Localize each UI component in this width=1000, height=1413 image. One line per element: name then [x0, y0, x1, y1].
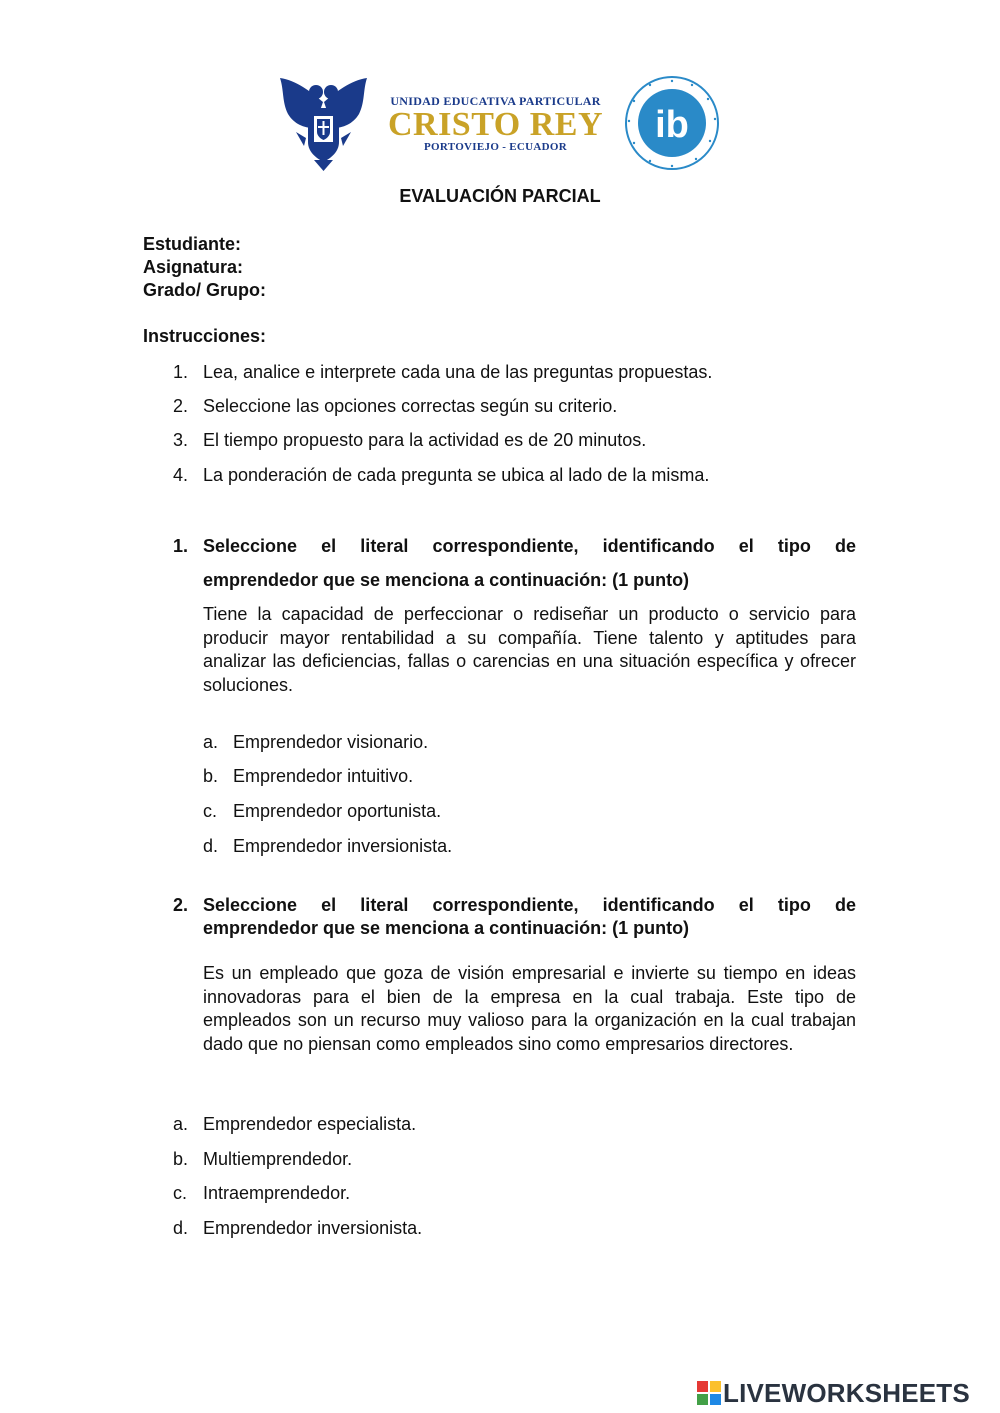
option-letter: b. [173, 1149, 189, 1169]
instruction-text: La ponderación de cada pregunta se ubica al lado de la misma. [203, 465, 710, 485]
question-title-line2: emprendedor que se menciona a continuación: (1 punto) [203, 918, 690, 938]
answer-option[interactable] [203, 732, 428, 753]
eagle-crest-logo [276, 72, 371, 172]
answer-option[interactable] [173, 1114, 416, 1135]
option-letter: d. [203, 836, 219, 856]
question-1-paragraph: Tiene la capacidad de perfeccionar o rediseñar un producto o servicio para producir mayor rentabilidad a su compañía. Tiene talento y aptitudes para analizar las deficiencias, fallas o carencias en una situación específica y ofrecer soluciones. [203, 604, 856, 695]
instruction-item [173, 362, 712, 383]
document-title: EVALUACIÓN PARCIAL [399, 186, 601, 206]
ib-mark: ib [655, 104, 689, 146]
school-name-logo [383, 94, 608, 153]
instruction-text: Lea, analice e interprete cada una de las preguntas propuestas. [203, 362, 713, 382]
option-text: Intraemprendedor. [203, 1183, 351, 1203]
school-line1: UNIDAD EDUCATIVA PARTICULAR [390, 94, 601, 108]
option-text: Emprendedor inversionista. [233, 836, 453, 856]
option-letter: c. [203, 801, 218, 821]
instruction-text: El tiempo propuesto para la actividad es de 20 minutos. [203, 430, 647, 450]
option-text: Multiemprendedor. [203, 1149, 353, 1169]
question-2-paragraph: Es un empleado que goza de visión empresarial e invierte su tiempo en ideas innovadoras para el bien de la empresa en la cual trabaja. Este tipo de empleados son un recurso muy valioso para la organización en la cual trabajan dado que no piensan como empleados sino como empresarios directores. [203, 963, 856, 1054]
instruction-text: Seleccione las opciones correctas según su criterio. [203, 396, 618, 416]
option-text: Emprendedor oportunista. [233, 801, 442, 821]
option-letter: a. [173, 1114, 189, 1134]
answer-option[interactable] [203, 836, 452, 857]
question-title-line1: Seleccione el literal correspondiente, identificando el tipo de [203, 536, 856, 556]
option-text: Emprendedor inversionista. [203, 1218, 423, 1238]
grade-field-label: Grado/ Grupo: [143, 280, 266, 300]
option-letter: c. [173, 1183, 188, 1203]
instruction-item [173, 430, 646, 451]
answer-option[interactable] [203, 766, 413, 787]
answer-option[interactable] [173, 1218, 422, 1239]
option-letter: a. [203, 732, 219, 752]
student-field-label: Estudiante: [143, 234, 242, 254]
instruction-item [173, 465, 709, 486]
school-line2: CRISTO REY [387, 106, 604, 143]
question-1-title [173, 536, 856, 596]
ib-world-school-logo [622, 73, 722, 173]
answer-option[interactable] [203, 801, 441, 822]
answer-option[interactable] [173, 1183, 350, 1204]
option-text: Emprendedor especialista. [203, 1114, 417, 1134]
question-title-line2: emprendedor que se menciona a continuación: (1 punto) [203, 570, 690, 590]
option-text: Emprendedor intuitivo. [233, 766, 414, 786]
question-number: 2. [173, 895, 189, 915]
instructions-heading: Instrucciones: [143, 326, 267, 346]
question-2-title [173, 895, 856, 945]
instruction-number: 1. [173, 362, 189, 382]
subject-field-label: Asignatura: [143, 257, 244, 277]
liveworksheets-brand[interactable]: LIVEWORKSHEETS [723, 1378, 970, 1408]
question-number: 1. [173, 536, 189, 556]
question-title-line1: Seleccione el literal correspondiente, identificando el tipo de [203, 895, 856, 915]
option-letter: b. [203, 766, 219, 786]
instruction-number: 2. [173, 396, 189, 416]
instruction-item [173, 396, 617, 417]
liveworksheets-icon [697, 1381, 721, 1405]
option-letter: d. [173, 1218, 189, 1238]
school-line3: PORTOVIEJO - ECUADOR [424, 141, 567, 153]
instruction-number: 4. [173, 465, 189, 485]
instruction-number: 3. [173, 430, 189, 450]
answer-option[interactable] [173, 1149, 352, 1170]
option-text: Emprendedor visionario. [233, 732, 429, 752]
